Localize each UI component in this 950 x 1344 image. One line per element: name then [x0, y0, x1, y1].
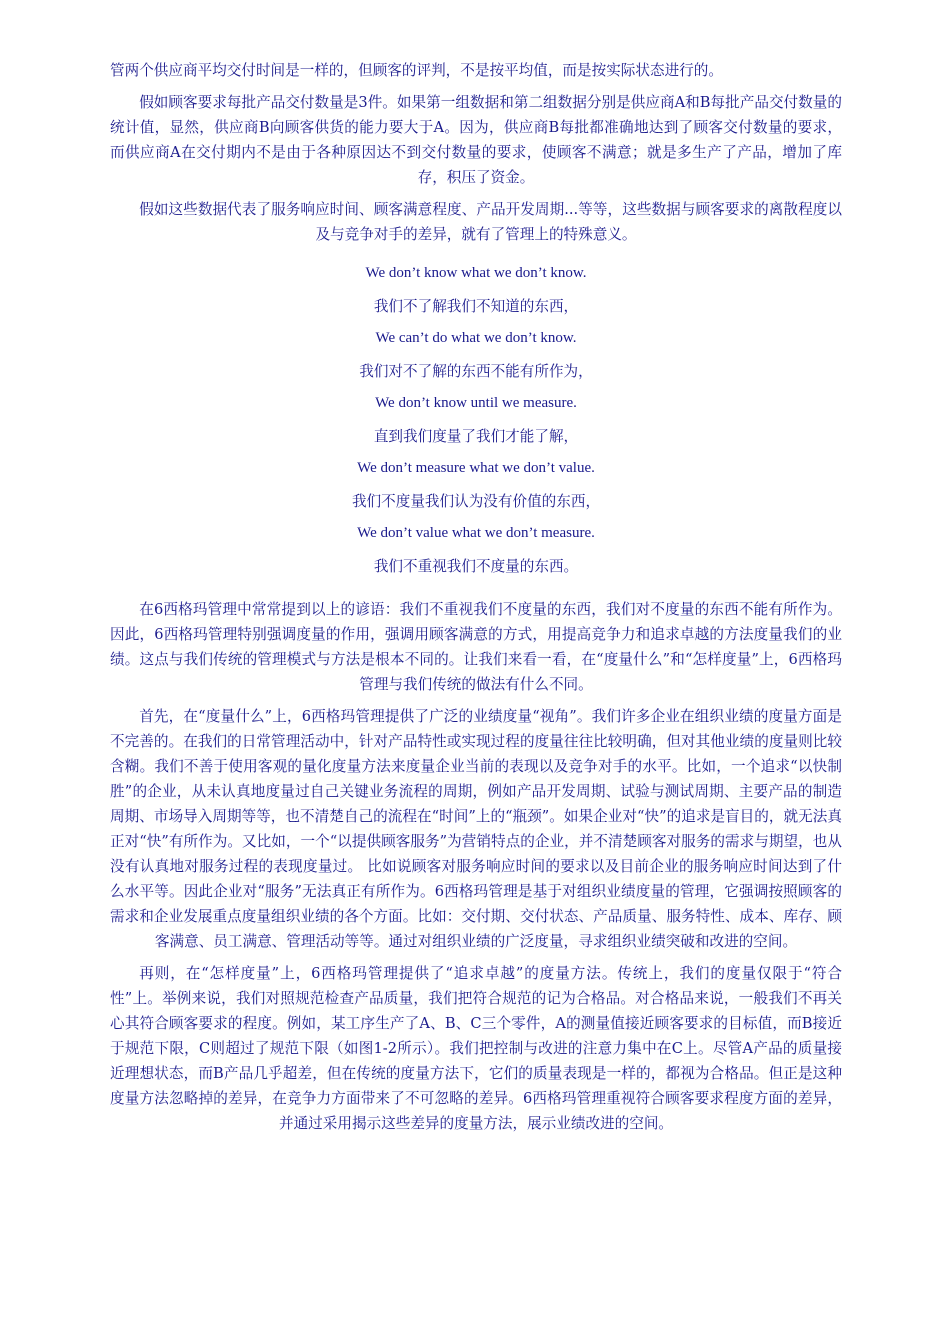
- paragraph-six-sigma-measurement: 在6西格玛管理中常常提到以上的谚语：我们不重视我们不度量的东西，我们对不度量的东西不能有所作为。因此，6西格玛管理特别强调度量的作用，强调用顾客满意的方式，用提高竞争力和追求卓越的方法度量我们的业绩。这点与我们传统的管理模式与方法是根本不同的。让我们来看一看，在“度量什么”和“怎样度量”上，6西格玛管理与我们传统的做法有什么不同。: [110, 600, 842, 693]
- proverb-line-zh: 我们对不了解的东西不能有所作为，: [359, 362, 593, 380]
- proverb-line-en: We don’t measure what we don’t value.: [357, 460, 595, 476]
- proverb-line-en: We don’t know until we measure.: [375, 395, 577, 411]
- document-body: [110, 58, 842, 1143]
- proverb-line-zh: 我们不度量我们认为没有价值的东西，: [351, 492, 601, 510]
- paragraph-data-meaning: 假如这些数据代表了服务响应时间、顾客满意程度、产品开发周期...等等，这些数据与顾客要求的离散程度以及与竞争对手的差异，就有了管理上的特殊意义。: [139, 201, 842, 243]
- proverb-line-en: We can’t do what we don’t know.: [375, 330, 577, 346]
- proverb-line-en: We don’t value what we don’t measure.: [357, 525, 595, 541]
- paragraph-delivery-quantity: 假如顾客要求每批产品交付数量是3件。如果第一组数据和第二组数据分别是供应商A和B每批产品交付数量的统计值，显然，供应商B向顾客供货的能力要大于A。因为，供应商B每批都准确地达到了顾客交付数量的要求，而供应商A在交付期内不是由于各种原因达不到交付数量的要求，使顾客不满意；就是多生产了产品，增加了库存，积压了资金。: [110, 94, 842, 186]
- paragraph-how-to-measure: 再则，在“怎样度量”上，6西格玛管理提供了“追求卓越”的度量方法。传统上，我们的度量仅限于“符合性”上。举例来说，我们对照规范检查产品质量，我们把符合规范的记为合格品。对合格品来说，一般我们不再关心其符合顾客要求的程度。例如，某工序生产了A、B、C三个零件，A的测量值接近顾客要求的目标值，而B接近于规范下限，C则超过了规范下限（如图1-2所示）。我们把控制与改进的注意力集中在C上。尽管A产品的质量接近理想状态，而B产品几乎超差，但在传统的度量方法下，它们的质量表现是一样的，都视为合格品。但正是这种度量方法忽略掉的差异，在竞争力方面带来了不可忽略的差异。6西格玛管理重视符合顾客要求程度方面的差异，并通过采用揭示这些差异的度量方法，展示业绩改进的空间。: [110, 964, 842, 1132]
- proverb-line-en: We don’t know what we don’t know.: [365, 265, 587, 281]
- proverb-block: [110, 261, 842, 579]
- paragraph-what-to-measure: 首先，在“度量什么”上，6西格玛管理提供了广泛的业绩度量“视角”。我们许多企业在组织业绩的度量方面是不完善的。在我们的日常管理活动中，针对产品特性或实现过程的度量往往比较明确，但对其他业绩的度量则比较含糊。我们不善于使用客观的量化度量方法来度量企业当前的表现以及竞争对手的水平。比如，一个追求“以快制胜”的企业，从未认真地度量过自己关键业务流程的周期，例如产品开发周期、试验与测试周期、主要产品的制造周期、市场导入周期等等，也不清楚自己的流程在“时间”上的“瓶颈”。如果企业对“快”的追求是盲目的，就无法真正对“快”有所作为。又比如，一个“以提供顾客服务”为营销特点的企业，并不清楚顾客对服务的需求与期望，也从没有认真地对服务过程的表现度量过。 比如说顾客对服务响应时间的要求以及目前企业的服务响应时间达到了什么水平等。因此企业对“服务”无法真正有所作为。6西格玛管理是基于对组织业绩度量的管理，它强调按照顾客的需求和企业发展重点度量组织业绩的各个方面。比如：交付期、交付状态、产品质量、服务特性、成本、库存、顾客满意、员工满意、管理活动等等。通过对组织业绩的广泛度量，寻求组织业绩突破和改进的空间。: [110, 707, 842, 950]
- paragraph-continuation: 管两个供应商平均交付时间是一样的，但顾客的评判，不是按平均值，而是按实际状态进行的。: [110, 62, 723, 79]
- proverb-line-zh: 直到我们度量了我们才能了解，: [373, 427, 579, 445]
- proverb-line-zh: 我们不重视我们不度量的东西。: [373, 557, 579, 575]
- proverb-line-zh: 我们不了解我们不知道的东西，: [373, 297, 579, 315]
